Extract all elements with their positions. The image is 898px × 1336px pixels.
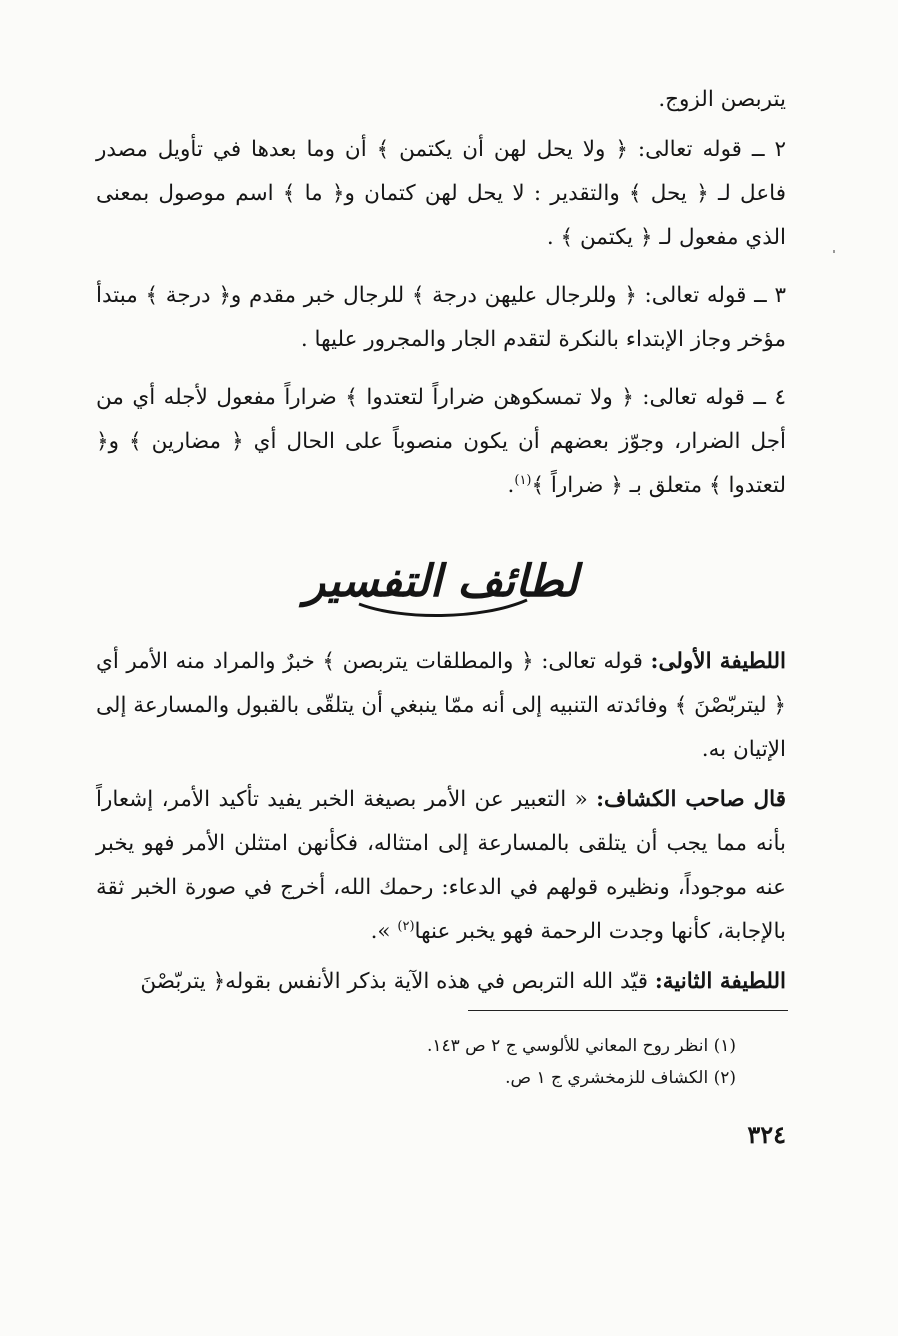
footnote-1: (١) انظر روح المعاني للألوسي ج ٢ ص ١٤٣. — [426, 1036, 736, 1056]
kashshaf-quote — [96, 778, 786, 954]
latifa-2 — [96, 960, 786, 1004]
paragraph-3: ٣ ــ قوله تعالى: ﴿ وللرجال عليهن درجة ﴾ للرجال خبر مقدم و﴿ درجة ﴾ مبتدأ مؤخر وجاز الإبتداء بالنكرة لتقدم الجار والمجرور عليها . — [96, 283, 786, 352]
kashshaf-lead: قال صاحب الكشاف: — [596, 787, 786, 812]
footnote-ref-1: (١) — [514, 472, 532, 488]
page-body — [96, 78, 786, 1004]
paragraph-4-text: ٤ ــ قوله تعالى: ﴿ ولا تمسكوهن ضراراً لتعتدوا ﴾ ضراراً مفعول لأجله أي من أجل الضرار، وجوّز بعضهم أن يكون منصوباً على الحال أي ﴿ مضارين ﴾ و﴿ لتعتدوا ﴾ متعلق بـ ﴿ ضراراً ﴾ — [96, 385, 786, 498]
paragraph-4 — [96, 376, 786, 508]
footnotes — [96, 1030, 736, 1094]
latifa-1-lead: اللطيفة الأولى: — [650, 649, 786, 674]
latifa-2-text: قيّد الله التربص في هذه الآية بذكر الأنفس بقوله﴿ يتربّصْنَ — [140, 969, 655, 994]
kashshaf-text: « التعبير عن الأمر بصيغة الخبر يفيد تأكيد الأمر، إشعاراً بأنه مما يجب أن يتلقى بالمسارعة إلى امتثاله، فكأنهن امتثلن الأمر فهو يخبر عنه موجوداً، ونظيره قولهم في الدعاء: رحمك الله، أخرج في صورة الخبر ثقة بالإجابة، كأنها وجدت الرحمة فهو يخبر عنها — [96, 787, 786, 944]
page-number: ٣٢٤ — [747, 1120, 786, 1149]
paragraph-continuation: يتربصن الزوج. — [658, 87, 786, 112]
scan-speck — [833, 250, 835, 253]
paragraph-2: ٢ ــ قوله تعالى: ﴿ ولا يحل لهن أن يكتمن ﴾ أن وما بعدها في تأويل مصدر فاعل لـ ﴿ يحل ﴾ والتقدير : لا يحل لهن كتمان و﴿ ما ﴾ اسم موصول بمعنى الذي مفعول لـ ﴿ يكتمن ﴾ . — [96, 137, 786, 250]
calligraphy-heading — [304, 534, 578, 626]
latifa-1 — [96, 640, 786, 772]
footnote-ref-2: (٢) — [397, 918, 415, 934]
kashshaf-end: ». — [370, 919, 398, 944]
latifa-1-text: قوله تعالى: ﴿ والمطلقات يتربصن ﴾ خبرٌ والمراد منه الأمر أي ﴿ ليتربّصْنَ ﴾ وفائدته التنبيه إلى أنه ممّا ينبغي أن يتلقّى بالقبول والمسارعة إلى الإتيان به. — [96, 649, 786, 762]
heading-text: لطائف التفسير — [304, 556, 578, 607]
footnote-divider — [468, 1010, 788, 1011]
paragraph-4-end: . — [507, 473, 515, 498]
latifa-2-lead: اللطيفة الثانية: — [654, 969, 786, 994]
footnote-2: (٢) الكشاف للزمخشري ج ١ ص. — [505, 1068, 736, 1088]
section-heading — [96, 534, 786, 626]
